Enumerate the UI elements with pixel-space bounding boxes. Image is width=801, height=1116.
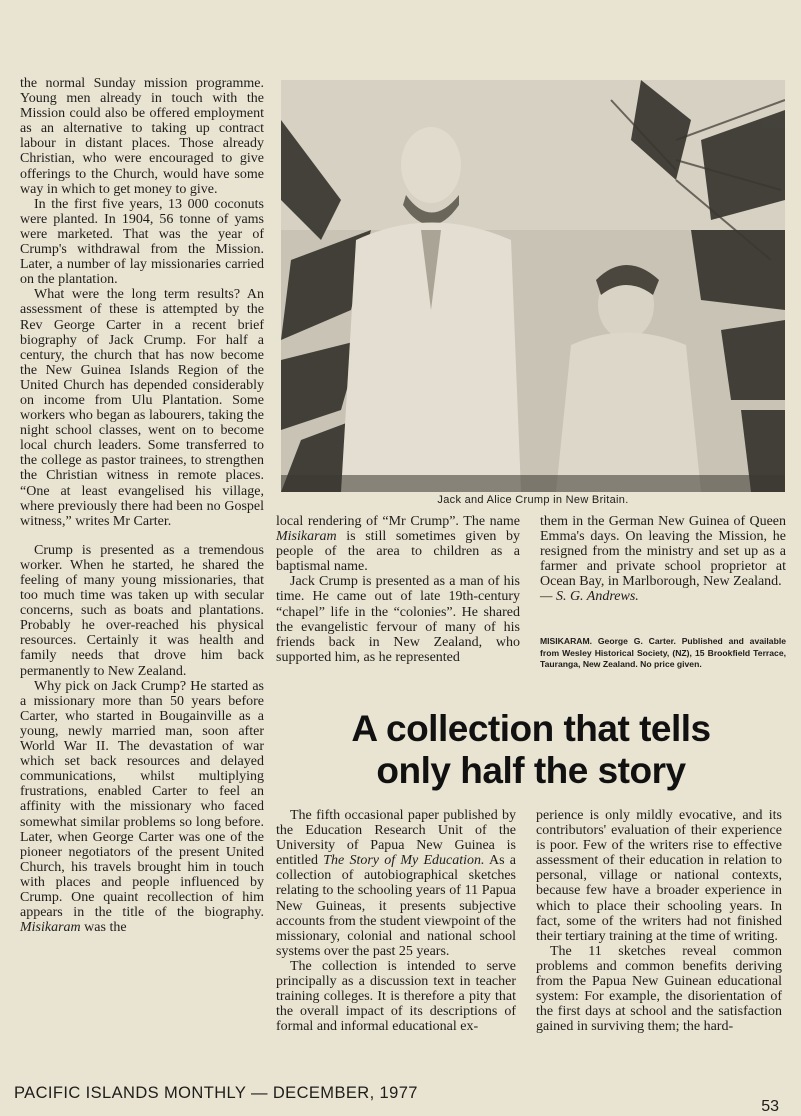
paragraph-text: was the [84,920,127,936]
paragraph: The 11 sketches reveal common problems and common benefits deriving from the Papua New Guinean educational system: For example, the disorientation of the first days at school and the satisfaction gained in surviving them; the hard- [536,943,782,1035]
paragraph: perience is only mildly evocative, and its contributors' evaluation of their experience is poor. Few of the writers rise to effective assessment of their education in relation to personal, village or national contexts, because few have a broader experience in which to place their schooling years. In fact, some of the writers had not finished their tertiary training at the time of writing. [536,808,782,944]
paragraph: The collection is intended to serve principally as a discussion text in teacher training colleges. It is therefore a pity that the overall impact of its descriptions of formal and informal educational ex- [276,958,516,1035]
paragraph-text: them in the German New Guinea of Queen Emma's days. On leaving the Mission, he resigned from the ministry and set up as a farmer and private school proprietor at Ocean Bay, in Marlborough, New Zealand. [540,514,786,590]
article-headline [276,708,786,792]
paragraph [20,679,264,936]
paragraph-text: local rendering of “Mr Crump”. The name [276,514,520,529]
headline-line-1: A collection that tells [351,708,711,749]
crump-photograph [281,80,785,492]
paragraph: What were the long term results? An assessment of these is attempted by the Rev George Carter in a recent brief biography of Jack Crump. For half a century, the church that has now become the New Guinea Islands Region of the United Church has depended considerably on income from Ulu Plantation. Some workers who began as labourers, taking the night school classes, went on to become local church leaders. Some transferred to the college as pastor trainees, to strengthen the Christian witness in remote places. “One at least evangelised his village, where previously there had been no Gospel witness,” writes Mr Carter. [20,287,264,529]
paragraph [276,514,520,574]
book-details: MISIKARAM. George G. Carter. Published and available from Wesley Historical Society, (NZ), 15 Brookfield Terrace, Tauranga, New Zealand. No price given. [540,636,786,669]
italic-title: Misikaram [276,529,337,545]
article2-column-2 [536,808,782,1034]
article-column-2 [276,514,520,665]
paragraph: the normal Sunday mission programme. Young men already in touch with the Mission could also be offered employment as an alternative to taking up contract labour in distant places. Those already Christian, who were encouraged to give offerings to the Church, would have some way in which to get money to give. [20,76,264,197]
author-signature: — S. G. Andrews. [540,589,639,605]
paragraph-text: is still sometimes given by people of the area to children as a baptismal name. [276,529,520,575]
photo-caption: Jack and Alice Crump in New Britain. [437,494,629,506]
article-column-3 [540,514,786,605]
article2-column-1 [276,808,516,1034]
paragraph [276,808,516,959]
italic-title: The Story of My Education. [323,853,485,869]
article-column-1 [20,76,264,935]
paragraph-text: Why pick on Jack Crump? He started as a missionary more than 50 years before Carter, who started in Bougainville as a young, newly married man, soon after World War II. The devastation of war which set back resources and delayed communications, whilst multiplying frustrations, enabled Carter to feel an affinity with the missionary who faced somewhat similar problems so long before. Later, when George Carter was one of the pioneer negotiators of the present United Church, his travels brought him in touch with places and people influenced by Crump. One quaint recollection of him appears in the title of the biography. [20,678,264,921]
paragraph-text: As a collection of autobiographical sketches relating to the schooling years of 11 Papua New Guineas, it presents subjective accounts from the student viewpoint of the missionary, colonial and national school systems over the past 25 years. [276,853,517,959]
paragraph-text: The fifth occasional paper published by the Education Research Unit of the University of Papua New Guinea is entitled [276,808,516,869]
paragraph: Crump is presented as a tremendous worker. When he started, he shared the feeling of many young missionaries, that too much time was taken up with secular concerns, such as boats and plantations. Probably he over-reached his physical resources. Certainly it was health and family needs that drove him back permanently to New Zealand. [20,542,264,679]
headline-line-2: only half the story [376,750,686,791]
paragraph: Jack Crump is presented as a man of his time. He came out of late 19th-century “chapel” life in the “colonies”. He shared the evangelistic fervour of many of his friends back in New Zealand, who supported him, as he represented [276,574,520,665]
magazine-footer: PACIFIC ISLANDS MONTHLY — DECEMBER, 1977 [14,1084,418,1102]
italic-title: Misikaram [20,920,81,936]
paragraph: In the first five years, 13 000 coconuts were planted. In 1904, 56 tonne of yams were marketed. That was the year of Crump's withdrawal from the Mission. Later, a number of lay missionaries carried on the plantation. [20,196,264,288]
page-number: 53 [761,1098,779,1115]
paragraph [540,514,786,605]
photo-image [281,80,785,492]
